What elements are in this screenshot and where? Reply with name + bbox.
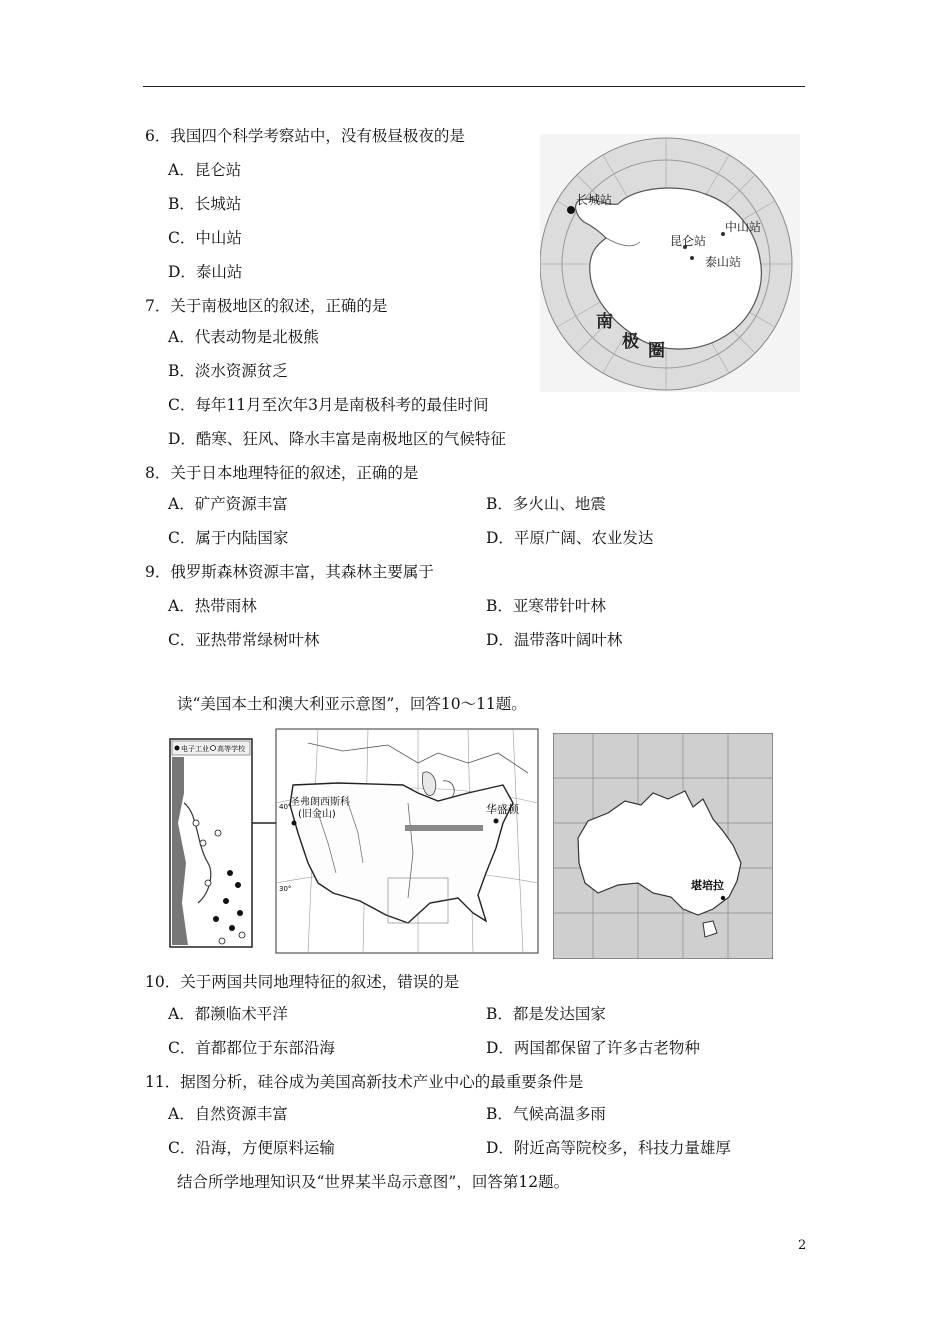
san-francisco-marker bbox=[292, 821, 297, 826]
header-rule bbox=[143, 86, 805, 87]
canberra-marker bbox=[721, 896, 725, 900]
city-label-washington: 华盛顿 bbox=[486, 803, 519, 816]
q8-option-b: B．多火山、地震 bbox=[486, 495, 606, 513]
station-label-zhongshan: 中山站 bbox=[725, 220, 762, 234]
q10-option-b: B．都是发达国家 bbox=[486, 1005, 606, 1023]
legend-electronics: 电子工业 bbox=[181, 745, 209, 753]
q11-stem: 11．据图分析，硅谷成为美国高新技术产业中心的最重要条件是 bbox=[145, 1073, 584, 1091]
changcheng-station-marker bbox=[567, 206, 575, 214]
q9-option-c: C．亚热带常绿树叶林 bbox=[168, 631, 320, 649]
taishan-station-marker bbox=[690, 256, 694, 260]
q10-option-c: C．首都都位于东部沿海 bbox=[168, 1039, 335, 1057]
q6-option-a: A．昆仑站 bbox=[168, 161, 242, 179]
q11-option-d: D．附近高等院校多，科技力量雄厚 bbox=[486, 1139, 731, 1157]
lat-label-30: 30° bbox=[279, 885, 292, 893]
q9-option-b: B．亚寒带针叶林 bbox=[486, 597, 606, 615]
usa-map bbox=[168, 723, 540, 955]
city-label-canberra: 堪培拉 bbox=[691, 879, 724, 892]
australia-map bbox=[553, 733, 773, 959]
lat-label-40: 40° bbox=[279, 803, 292, 811]
antarctic-circle-char-2: 极 bbox=[622, 332, 639, 352]
antarctic-circle-char-3: 圈 bbox=[648, 341, 665, 361]
intro-10-11: 读“美国本土和澳大利亚示意图”，回答10～11题。 bbox=[177, 695, 527, 713]
city-label-san-francisco: 圣弗朗西斯科 bbox=[290, 797, 350, 808]
q11-option-a: A．自然资源丰富 bbox=[168, 1105, 288, 1123]
station-label-changcheng: 长城站 bbox=[576, 193, 613, 207]
q11-option-b: B．气候高温多雨 bbox=[486, 1105, 606, 1123]
q10-stem: 10．关于两国共同地理特征的叙述，错误的是 bbox=[145, 973, 460, 991]
city-label-san-francisco-alt: (旧金山) bbox=[298, 809, 336, 820]
page-number: 2 bbox=[798, 1238, 807, 1253]
q9-option-a: A．热带雨林 bbox=[168, 597, 257, 615]
q6-option-b: B．长城站 bbox=[168, 195, 242, 213]
q8-option-d: D．平原广阔、农业发达 bbox=[486, 529, 654, 547]
university-legend-symbol bbox=[211, 746, 216, 751]
q7-option-b: B．淡水资源贫乏 bbox=[168, 362, 288, 380]
q6-stem: 6．我国四个科学考察站中，没有极昼极夜的是 bbox=[145, 127, 465, 145]
q10-option-a: A．都濒临术平洋 bbox=[168, 1005, 288, 1023]
station-label-kunlun: 昆仑站 bbox=[670, 234, 707, 248]
q10-option-d: D．两国都保留了许多古老物种 bbox=[486, 1039, 700, 1057]
q7-option-d: D．酷寒、狂风、降水丰富是南极地区的气候特征 bbox=[168, 430, 506, 448]
station-label-taishan: 泰山站 bbox=[705, 255, 742, 269]
q7-stem: 7．关于南极地区的叙述，正确的是 bbox=[145, 297, 388, 315]
highlight-bar bbox=[405, 825, 483, 831]
intro-12: 结合所学地理知识及“世界某半岛示意图”，回答第12题。 bbox=[177, 1173, 570, 1191]
q9-option-d: D．温带落叶阔叶林 bbox=[486, 631, 623, 649]
q11-option-c: C．沿海，方便原料运输 bbox=[168, 1139, 335, 1157]
q7-option-a: A．代表动物是北极熊 bbox=[168, 328, 319, 346]
q6-option-d: D．泰山站 bbox=[168, 263, 243, 281]
electronics-legend-symbol bbox=[175, 746, 180, 751]
q6-option-c: C．中山站 bbox=[168, 229, 242, 247]
legend-university: 高等学校 bbox=[217, 745, 245, 753]
antarctica-map bbox=[540, 134, 800, 392]
q8-option-a: A．矿产资源丰富 bbox=[168, 495, 288, 513]
washington-marker bbox=[494, 819, 499, 824]
antarctic-circle-char-1: 南 bbox=[596, 312, 613, 332]
q7-option-c: C．每年11月至次年3月是南极科考的最佳时间 bbox=[168, 396, 489, 414]
q9-stem: 9．俄罗斯森林资源丰富，其森林主要属于 bbox=[145, 563, 434, 581]
q8-option-c: C．属于内陆国家 bbox=[168, 529, 289, 547]
q8-stem: 8．关于日本地理特征的叙述，正确的是 bbox=[145, 464, 419, 482]
